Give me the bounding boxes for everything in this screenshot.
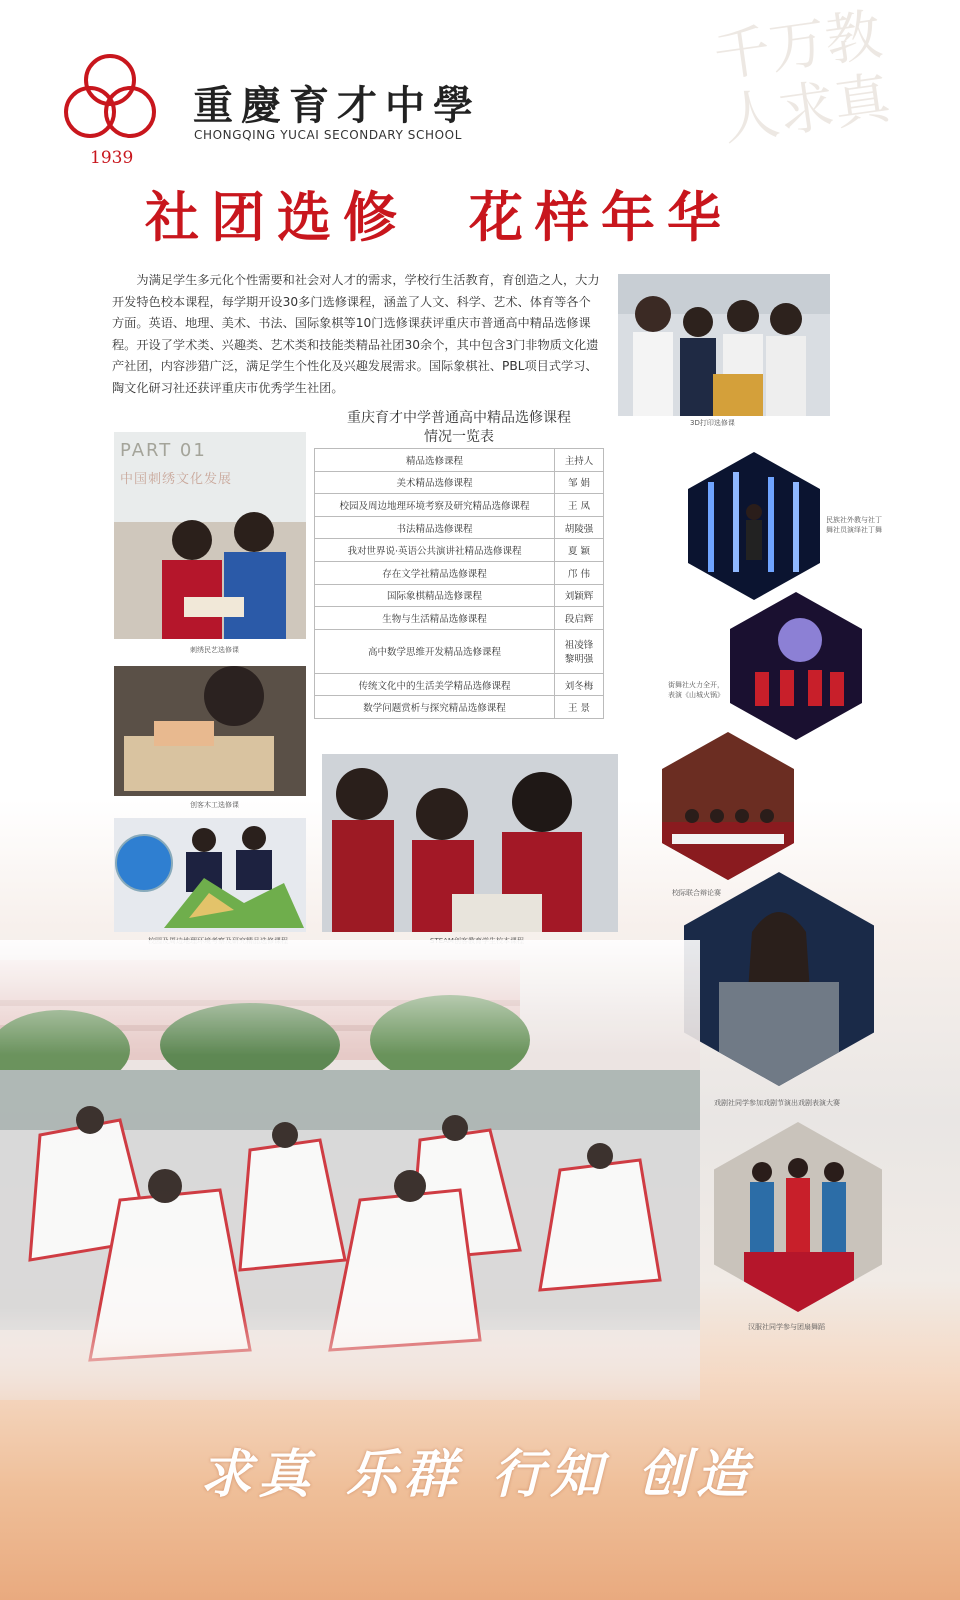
table-title xyxy=(314,409,604,447)
founding-year: 1939 xyxy=(90,148,134,168)
photo-embroidery xyxy=(114,432,306,639)
table-title-line1: 重庆育才中学普通高中精品选修课程 xyxy=(347,410,571,426)
table-row xyxy=(315,629,604,673)
intro-paragraph: 为满足学生多元化个性需要和社会对人才的需求，学校行生活教育，育创造之人，大力开发特色校本课程，每学期开设30多门选修课程，涵盖了人文、科学、艺术、体育等各个方面。英语、地理、美术、书法、国际象棋等10门选修课获评重庆市普通高中精品选修课程。开设了学术类、兴趣类、艺术类和技能类精品社团30余个，其中包含3门非物质文化遗产社团，内容涉猎广泛，满足学生个性化及兴趣发展需求。国际象棋社、PBL项目式学习、陶文化研习社还获评重庆市优秀学生社团。 xyxy=(112,273,600,395)
course-host: 王 景 xyxy=(555,696,604,719)
course-name: 高中数学思维开发精品选修课程 xyxy=(315,629,555,673)
course-name: 我对世界说·英语公共演讲社精品选修课程 xyxy=(315,539,555,562)
table-row xyxy=(315,494,604,517)
table-row xyxy=(315,673,604,696)
table-row xyxy=(315,539,604,562)
motto-4: 创造 xyxy=(638,1444,755,1505)
course-host: 胡陵强 xyxy=(555,516,604,539)
part-subtitle: 中国刺绣文化发展 xyxy=(120,472,233,487)
course-host: 刘颖辉 xyxy=(555,584,604,607)
table-row xyxy=(315,561,604,584)
course-host: 祖凌锋 黎明强 xyxy=(555,629,604,673)
photo-woodcraft xyxy=(114,666,306,796)
school-name-cn: 重慶育才中學 xyxy=(193,82,481,129)
school-name-en: CHONGQING YUCAI SECONDARY SCHOOL xyxy=(194,128,463,142)
hex-photo-drama xyxy=(684,872,874,1086)
caption-hex-hanfu: 汉服社同学参与团扇舞蹈 xyxy=(748,1323,825,1331)
header-host: 主持人 xyxy=(555,449,604,472)
headline xyxy=(145,175,733,252)
course-name: 数学问题赏析与探究精品选修课程 xyxy=(315,696,555,719)
table-row xyxy=(315,696,604,719)
table-row xyxy=(315,516,604,539)
photo-campus-dancers xyxy=(0,940,700,1400)
hex-photo-stage xyxy=(730,592,862,740)
table-row xyxy=(315,471,604,494)
course-host: 邹 娟 xyxy=(555,471,604,494)
photo-steam xyxy=(322,754,618,932)
caption-3d-printing: 3D打印选修课 xyxy=(690,419,735,427)
table-header-row xyxy=(315,449,604,472)
photo-geography xyxy=(114,818,306,932)
hex-photo-debate xyxy=(662,732,794,880)
courses-table xyxy=(314,448,604,719)
school-logo xyxy=(60,52,160,172)
header-course: 精品选修课程 xyxy=(315,449,555,472)
course-host: 邝 伟 xyxy=(555,561,604,584)
course-name: 传统文化中的生活美学精品选修课程 xyxy=(315,673,555,696)
part-label: PART 01 xyxy=(120,440,207,461)
caption-hex-dance: 民族社外教与社丁舞社员演绎社丁舞 xyxy=(826,516,882,534)
caption-hex-debate: 校际联合辩论赛 xyxy=(672,889,721,897)
course-name: 国际象棋精品选修课程 xyxy=(315,584,555,607)
caption-woodcraft: 创客木工选修课 xyxy=(190,801,239,809)
caption-embroidery: 刺绣民艺选修课 xyxy=(190,646,239,654)
calligraphy-watermark: 千万教人求真 xyxy=(710,2,895,154)
headline-right: 花样年华 xyxy=(469,185,733,249)
caption-hex-drama: 戏剧社同学参加戏剧节演出戏剧表演大赛 xyxy=(714,1099,840,1107)
hex-photo-hanfu xyxy=(714,1122,882,1312)
motto-2: 乐群 xyxy=(346,1444,463,1505)
course-host: 王 凤 xyxy=(555,494,604,517)
motto-3: 行知 xyxy=(492,1444,609,1505)
course-name: 美术精品选修课程 xyxy=(315,471,555,494)
course-name: 校园及周边地理环境考察及研究精品选修课程 xyxy=(315,494,555,517)
course-name: 存在文学社精品选修课程 xyxy=(315,561,555,584)
school-motto xyxy=(200,1432,754,1507)
course-name: 生物与生活精品选修课程 xyxy=(315,607,555,630)
course-host: 刘冬梅 xyxy=(555,673,604,696)
table-row xyxy=(315,607,604,630)
course-name: 书法精品选修课程 xyxy=(315,516,555,539)
caption-hex-stage: 街舞社火力全开，表演《山城火锅》 xyxy=(668,681,724,699)
hex-photo-dance xyxy=(688,452,820,600)
table-title-line2: 情况一览表 xyxy=(424,429,494,445)
photo-3d-printing xyxy=(618,274,830,416)
headline-left: 社团选修 xyxy=(145,185,409,249)
table-row xyxy=(315,584,604,607)
course-host: 段启辉 xyxy=(555,607,604,630)
motto-1: 求真 xyxy=(200,1444,317,1505)
course-host: 夏 颖 xyxy=(555,539,604,562)
